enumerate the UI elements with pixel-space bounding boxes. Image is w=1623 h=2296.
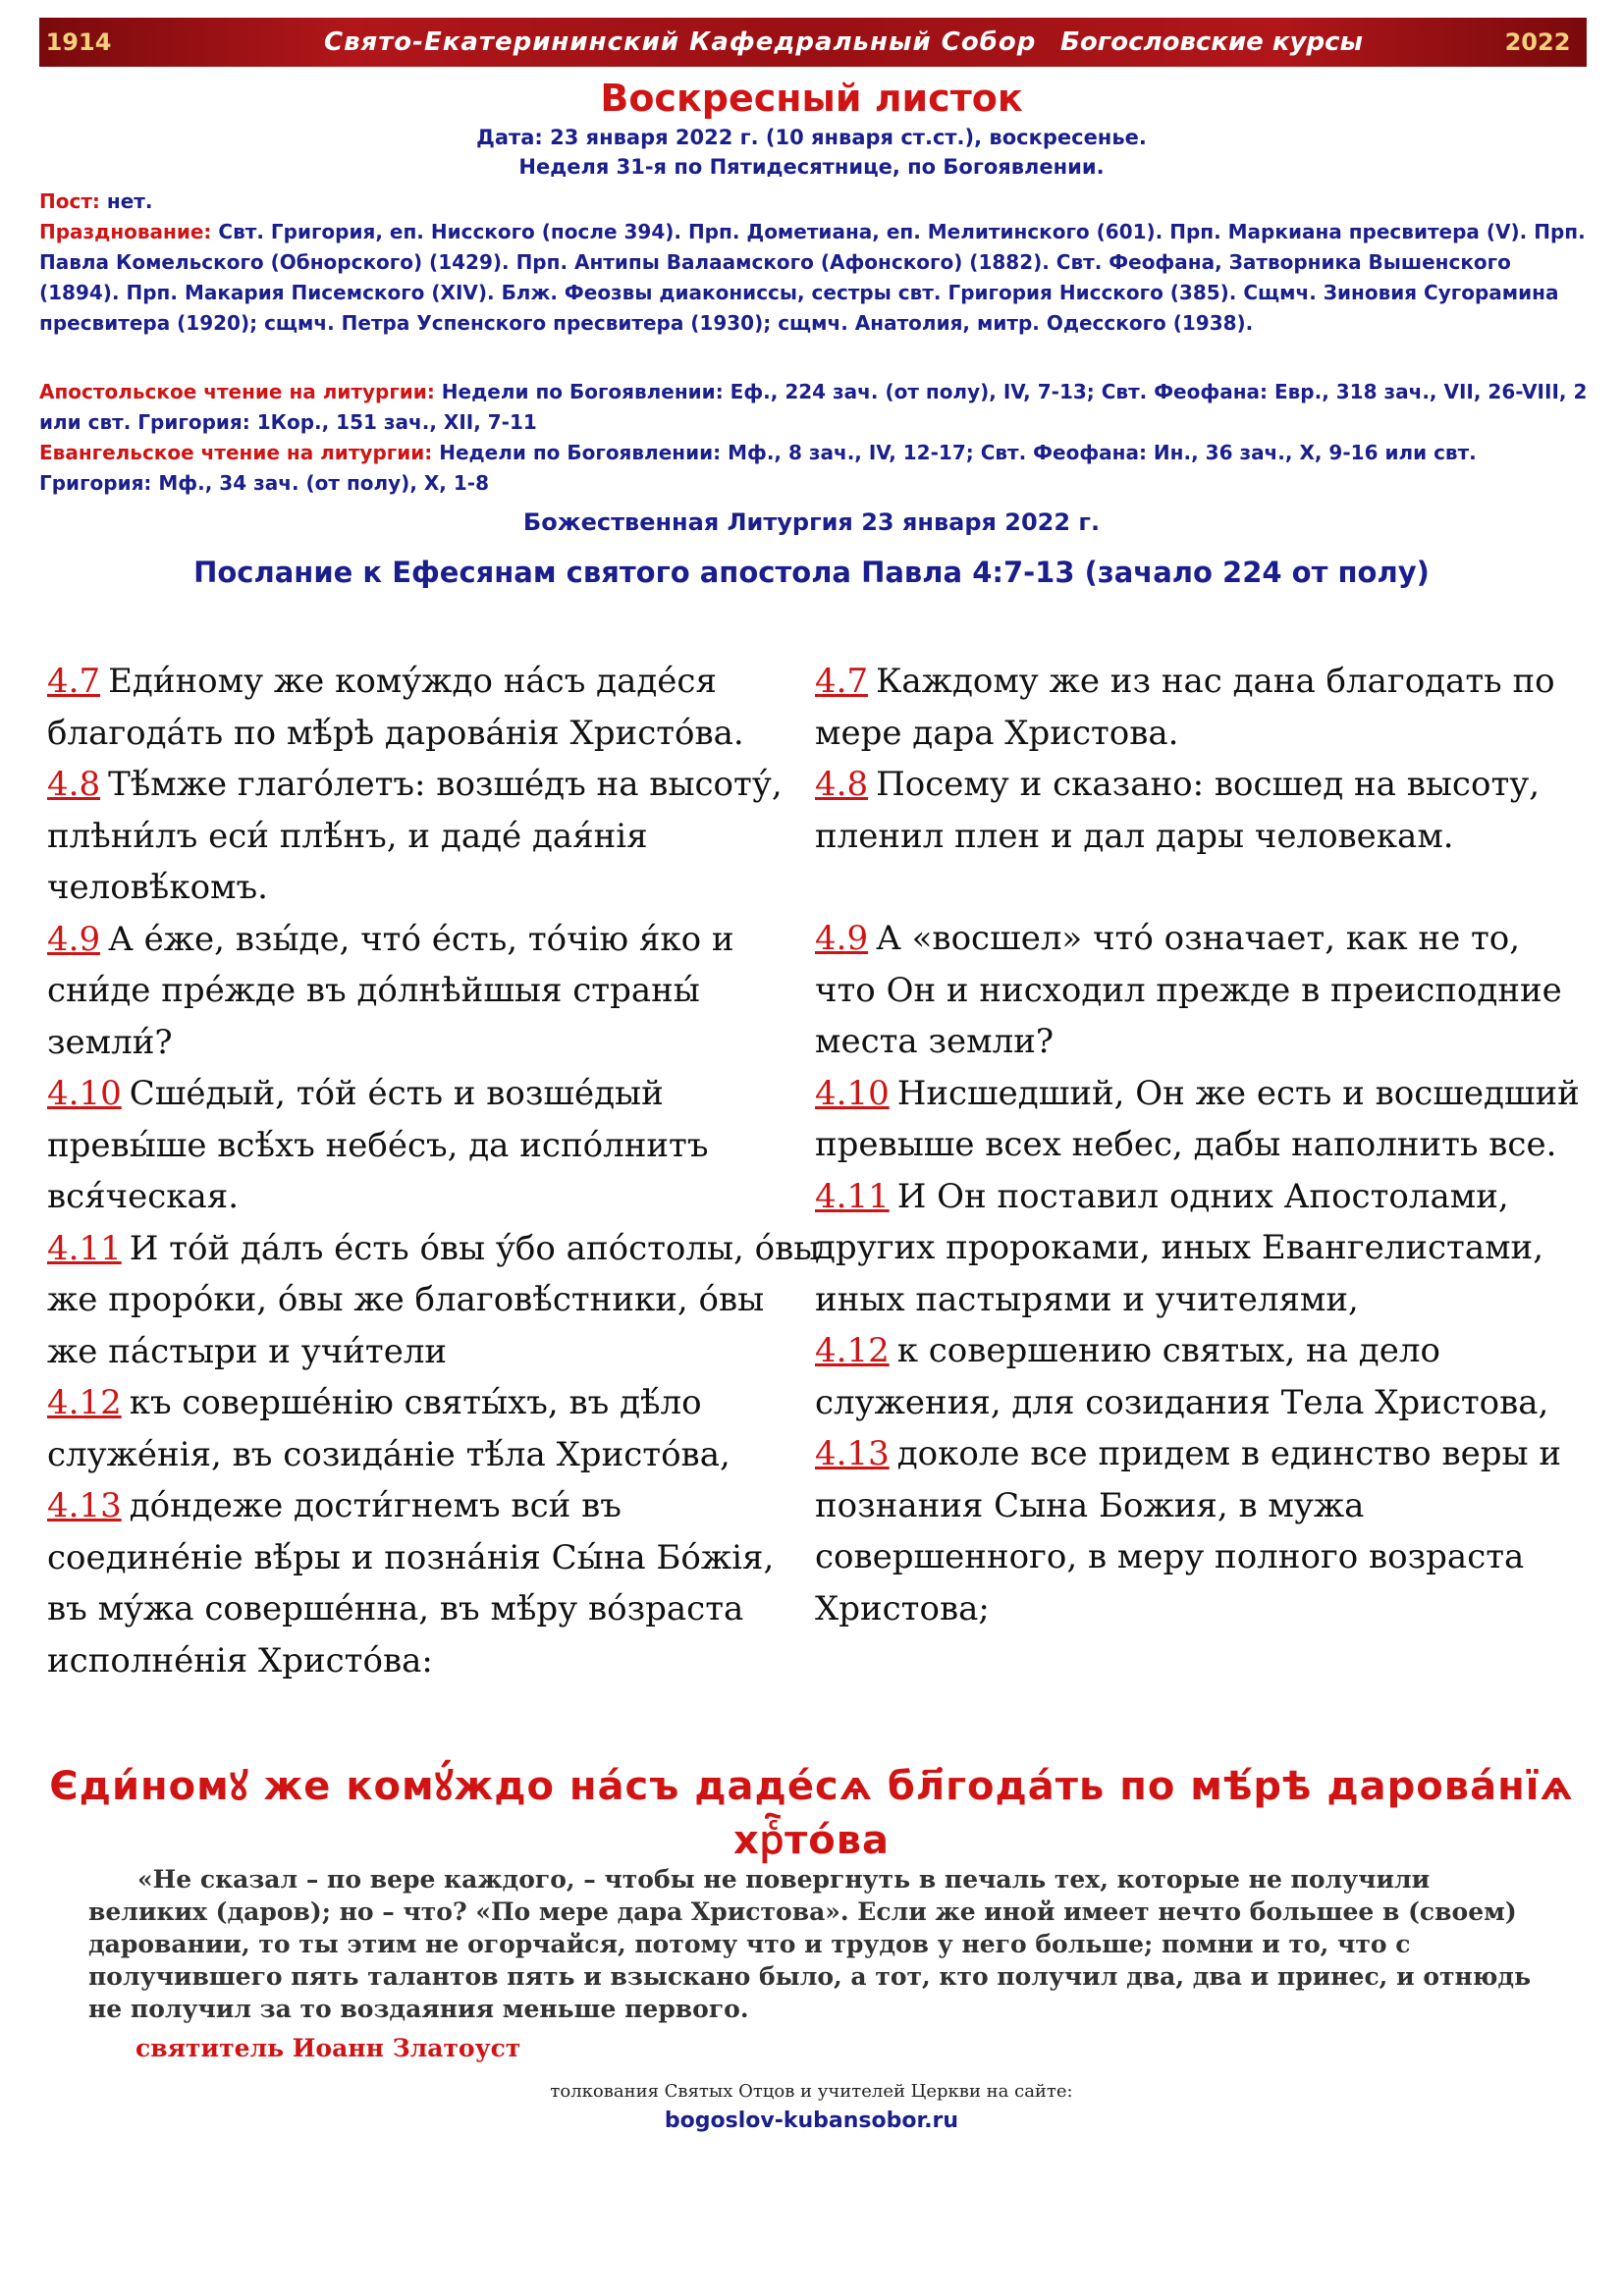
- verse-number-link[interactable]: 4.7: [815, 662, 869, 701]
- verse-russian-4-8: [815, 759, 1591, 862]
- slavonic-verse-banner: Єди́номꙋ же комꙋ́ждо на́съ даде́сѧ бл҃года́ть по мѣ́рѣ дарова́нїѧ хрⷭ҇то́ва: [49, 1764, 1574, 1863]
- date-line: Дата: 23 января 2022 г. (10 января ст.ст.), воскресенье.: [476, 126, 1147, 149]
- gospel-value: Недели по Богоявлении: Мф., 8 зач., IV, 12-17; Свт. Феофана: Ин., 36 зач., X, 9-16 или свт. Григория: Мф., 34 зач. (от полу), X, 1-8: [39, 441, 1477, 495]
- courses-name: Богословские курсы: [1060, 27, 1363, 57]
- celebration-value: Свт. Григория, еп. Нисского (после 394). Прп. Дометиана, еп. Мелитинского (601). Прп. Маркиана пресвитера (V). Прп. Павла Комельского (Обнорского) (1429). Прп. Антипы Валаамского (Афонского) (1882). Свт. Феофана, Затворника Вышенского (1894). Прп. Макария Писемского (XIV). Блж. Феозвы диакониссы, сестры свт. Григория Нисского (385). Сщмч. Зиновия Сугорамина пресвитера (1920); сщмч. Петра Успенского пресвитера (1930); сщмч. Анатолия, митр. Одесского (1938).: [39, 220, 1586, 335]
- slavonic-column: [47, 656, 823, 1686]
- verse-text: къ соверше́нію святы́хъ, въ дѣ́ло служе́нія, въ созида́ніе тѣ́ла Христо́ва,: [47, 1383, 730, 1474]
- year-left: 1914: [45, 28, 112, 56]
- fast-value: нет.: [106, 189, 153, 213]
- verse-number-link[interactable]: 4.7: [47, 662, 101, 701]
- verse-russian-4-11: [815, 1171, 1591, 1326]
- year-right: 2022: [1504, 28, 1571, 56]
- verse-number-link[interactable]: 4.13: [815, 1434, 890, 1473]
- week-line: Неделя 31-я по Пятидесятнице, по Богоявлении.: [518, 155, 1105, 179]
- verse-slavonic-4-11: [47, 1223, 823, 1378]
- verse-text: Нисшедший, Он же есть и восшедший превыше всех небес, дабы наполнить все.: [815, 1073, 1580, 1164]
- verse-number-link[interactable]: 4.13: [47, 1486, 122, 1525]
- verse-slavonic-4-8: [47, 759, 823, 914]
- verse-russian-4-12: [815, 1325, 1591, 1428]
- patristic-quote: «Не сказал – по вере каждого, – чтобы не повергнуть в печаль тех, которые не получили великих (даров); но – что? «По мере дара Христова». Если же иной имеет нечто большее в (своем) даровании, то ты этим не огорчайся, потому что и трудов у него больше; помни и то, что с получившего пять талантов пять и взыскано было, а тот, кто получил два, два и принес, и отнюдь не получил за то воздаяния меньше первого.: [88, 1865, 1532, 2023]
- header-banner: [39, 18, 1587, 67]
- verse-russian-4-13: [815, 1428, 1591, 1634]
- verse-number-link[interactable]: 4.12: [47, 1383, 122, 1422]
- celebration-info: [39, 217, 1591, 339]
- quote-author: святитель Иоанн Златоуст: [135, 2034, 521, 2062]
- fast-label: Пост:: [39, 189, 100, 213]
- verse-russian-4-9: [815, 913, 1591, 1068]
- verse-number-link[interactable]: 4.10: [815, 1073, 890, 1113]
- celebration-label: Празднование:: [39, 220, 212, 243]
- apostle-info: [39, 377, 1591, 438]
- verse-slavonic-4-12: [47, 1377, 823, 1480]
- liturgy-title: Божественная Литургия 23 января 2022 г.: [522, 508, 1101, 536]
- page-title: Воскресный листок: [600, 77, 1023, 120]
- gospel-label: Евангельское чтение на литургии:: [39, 441, 433, 464]
- verse-russian-4-7: [815, 656, 1591, 759]
- verse-text: А «восшел» что́ означает, как не то, что Он и нисходил прежде в преисподние места земли?: [815, 919, 1562, 1061]
- verse-text: Еди́ному же кому́ждо на́съ даде́ся благода́ть по мѣ́рѣ дарова́нія Христо́ва.: [47, 662, 744, 753]
- russian-column: [815, 656, 1591, 1634]
- verse-text: к совершению святых, на дело служения, для созидания Тела Христова,: [815, 1331, 1549, 1422]
- verse-text: Сше́дый, то́й е́сть и возше́дый превы́ше всѣ́хъ небе́съ, да испо́лнитъ вся́ческая.: [47, 1074, 709, 1216]
- verse-number-link[interactable]: 4.10: [47, 1074, 122, 1113]
- apostle-value: Недели по Богоявлении: Еф., 224 зач. (от полу), IV, 7-13; Свт. Феофана: Евр., 318 зач., VII, 26-VIII, 2 или свт. Григория: 1Кор., 151 зач., XII, 7-11: [39, 380, 1588, 434]
- verse-text: А е́же, взы́де, что́ е́сть, то́чію я́ко и сни́де пре́жде въ до́лнѣйшыя страны́ земли́?: [47, 919, 734, 1062]
- cathedral-name: Свято-Екатерининский Кафедральный Собор: [324, 27, 1037, 57]
- verse-slavonic-4-10: [47, 1068, 823, 1223]
- epistle-title: Послание к Ефесянам святого апостола Павла 4:7-13 (зачало 224 от полу): [193, 556, 1430, 589]
- apostle-label: Апостольское чтение на литургии:: [39, 380, 435, 403]
- verse-number-link[interactable]: 4.9: [47, 919, 101, 959]
- verse-text: Каждому же из нас дана благодать по мере дара Христова.: [815, 662, 1555, 753]
- verse-slavonic-4-13: [47, 1480, 823, 1686]
- verse-number-link[interactable]: 4.12: [815, 1331, 890, 1370]
- verse-slavonic-4-7: [47, 656, 823, 759]
- verse-text: Посему и сказано: восшед на высоту, пленил плен и дал дары человекам.: [815, 765, 1541, 856]
- verse-text: доколе все придем в единство веры и познания Сына Божия, в мужа совершенного, в меру полного возраста Христова;: [815, 1434, 1562, 1629]
- verse-russian-4-10: [815, 1068, 1591, 1171]
- verse-text: И то́й да́лъ е́сть о́вы у́бо апо́стoлы, о́вы же проро́ки, о́вы же благовѣ́стники, о́вы же па́стыри и учи́тели: [47, 1228, 821, 1371]
- footer-note: толкования Святых Отцов и учителей Церкви на сайте:: [550, 2081, 1073, 2102]
- verse-text: И Он поставил одних Апостолами, других пророками, иных Евангелистами, иных пастырями и учителями,: [815, 1176, 1544, 1319]
- verse-text: до́ндеже дости́гнемъ вси́ въ соедине́ніе вѣ́ры и позна́нія Сы́на Бо́жія, въ му́жа соверше́нна, въ мѣ́ру во́зраста исполне́нія Христо́ва:: [47, 1486, 775, 1681]
- verse-number-link[interactable]: 4.8: [47, 765, 101, 804]
- gospel-info: [39, 438, 1591, 499]
- verse-number-link[interactable]: 4.11: [815, 1176, 890, 1216]
- fast-info: [39, 187, 1591, 217]
- verse-slavonic-4-9: [47, 914, 823, 1069]
- footer-site-link[interactable]: bogoslov-kubansobor.ru: [664, 2109, 959, 2133]
- verse-number-link[interactable]: 4.8: [815, 765, 869, 804]
- verse-text: Тѣ́мже глаго́летъ: возше́дъ на высоту́, плѣни́лъ еси́ плѣ́нъ, и даде́ дая́нія человѣ́комъ.: [47, 765, 783, 907]
- verse-number-link[interactable]: 4.11: [47, 1228, 122, 1268]
- verse-number-link[interactable]: 4.9: [815, 919, 869, 958]
